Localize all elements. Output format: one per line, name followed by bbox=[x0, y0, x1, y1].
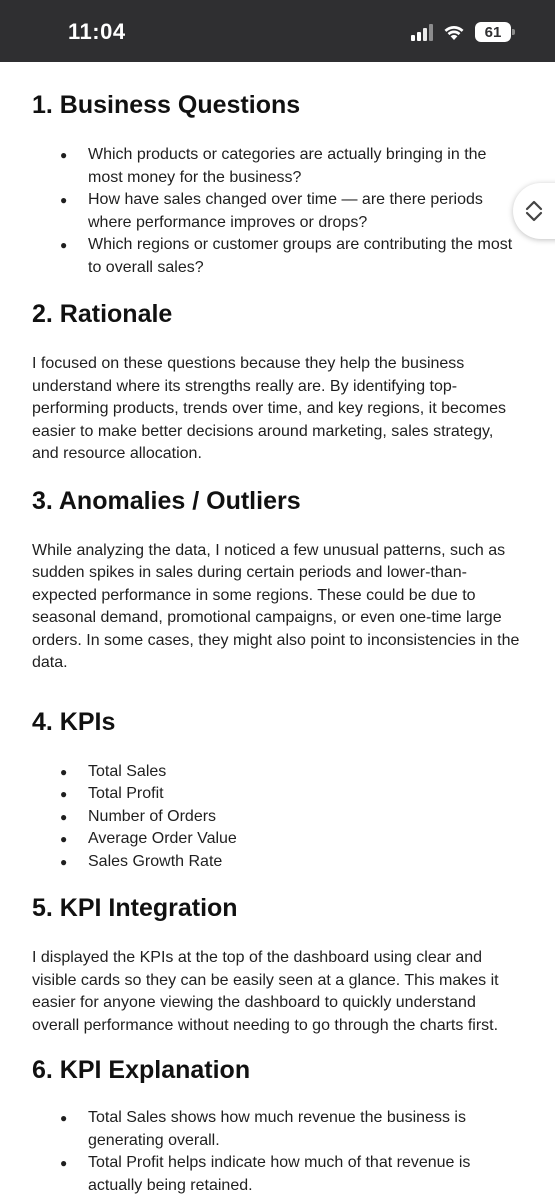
list-item: ● Total Profit helps indicate how much of that revenue is actually being retained. bbox=[32, 1152, 523, 1197]
list-item: ● Average Order Value bbox=[32, 828, 523, 851]
list-item: ● How have sales changed over time — are there periods where performance improves or drops? bbox=[32, 189, 523, 234]
section-heading-business-questions: 1. Business Questions bbox=[32, 91, 301, 119]
section-heading-kpi-integration: 5. KPI Integration bbox=[32, 894, 238, 922]
list-item: ● Total Sales bbox=[32, 761, 523, 784]
battery-level: 61 bbox=[484, 23, 502, 41]
list-item: ● Total Profit bbox=[32, 783, 523, 806]
battery-icon bbox=[475, 22, 511, 42]
kpi-integration-paragraph: I displayed the KPIs at the top of the dashboard using clear and visible cards so they can be easily seen at a glance. This makes it easier for anyone viewing the dashboard to quickly understand overall performance without needing to go through the charts first. bbox=[32, 949, 499, 1034]
chevron-down-icon[interactable] bbox=[525, 211, 543, 223]
section-heading-kpis: 4. KPIs bbox=[32, 707, 116, 736]
wifi-icon bbox=[443, 23, 465, 41]
kpi-explanation-list bbox=[32, 1107, 523, 1197]
list-item: ● Which regions or customer groups are contributing the most to overall sales? bbox=[32, 234, 523, 279]
list-item: ● Which products or categories are actually bringing in the most money for the business? bbox=[32, 144, 523, 189]
anomalies-paragraph: While analyzing the data, I noticed a few unusual patterns, such as sudden spikes in sales during certain periods and lower-than-expected performance in some regions. These could be due to seasonal demand, promotional campaigns, or even one-time large orders. In some cases, they might also point to inconsistencies in the data. bbox=[32, 541, 520, 671]
business-questions-list bbox=[32, 144, 523, 279]
list-item: ● Number of Orders bbox=[32, 806, 523, 829]
cellular-signal-icon bbox=[411, 23, 433, 41]
section-heading-anomalies: 3. Anomalies / Outliers bbox=[32, 486, 301, 515]
list-item: ● Total Sales shows how much revenue the business is generating overall. bbox=[32, 1107, 523, 1152]
chevron-up-icon[interactable] bbox=[525, 199, 543, 211]
document-content[interactable] bbox=[0, 62, 555, 1200]
status-bar bbox=[0, 0, 555, 62]
section-heading-kpi-explanation: 6. KPI Explanation bbox=[32, 1056, 251, 1084]
list-item: ● Sales Growth Rate bbox=[32, 851, 523, 874]
status-time: 11:04 bbox=[68, 19, 126, 44]
section-heading-rationale: 2. Rationale bbox=[32, 300, 173, 328]
rationale-paragraph: I focused on these questions because they help the business understand where its strengths really are. By identifying top-performing products, trends over time, and key regions, it becomes easier to make better decisions around marketing, sales strategy, and resource allocation. bbox=[32, 355, 506, 462]
kpis-list bbox=[32, 761, 523, 874]
status-icons bbox=[411, 22, 511, 42]
